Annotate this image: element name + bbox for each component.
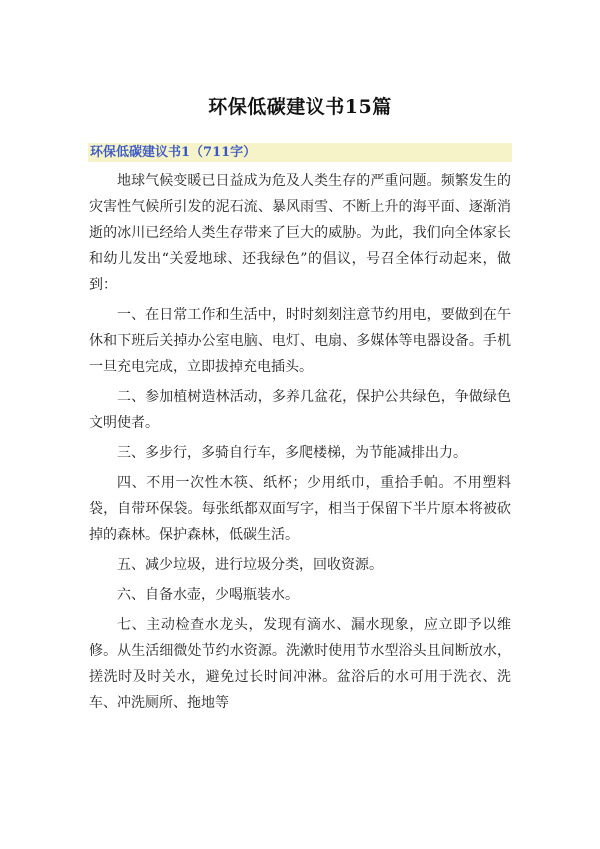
paragraph-item-3: 三、多步行，多骑自行车，多爬楼梯，为节能减排出力。 bbox=[117, 445, 467, 461]
document-body bbox=[89, 168, 511, 720]
section-heading: 环保低碳建议书1（711字） bbox=[88, 143, 512, 162]
paragraph-intro: 地球气候变暖已日益成为危及人类生存的严重问题。频繁发生的灾害性气候所引发的泥石流、暴风雨雪、不断上升的海平面、逐渐消逝的冰川已经给人类生存带来了巨大的威胁。为此，我们向全体家长和幼儿发出“关爱地球、还我绿色”的倡议，号召全体行动起来，做到： bbox=[89, 173, 511, 293]
paragraph-item-1: 一、在日常工作和生活中，时时刻刻注意节约用电，要做到在午休和下班后关掉办公室电脑、电灯、电扇、多媒体等电器设备。手机一旦充电完成，立即拔掉充电插头。 bbox=[89, 307, 511, 375]
paragraph-item-6: 六、自备水壶，少喝瓶装水。 bbox=[117, 587, 299, 603]
paragraph-item-2: 二、参加植树造林活动，多养几盆花，保护公共绿色，争做绿色文明使者。 bbox=[89, 389, 511, 431]
document-title: 环保低碳建议书15篇 bbox=[208, 96, 392, 118]
paragraph-item-4: 四、不用一次性木筷、纸杯；少用纸巾，重拾手帕。不用塑料袋，自带环保袋。每张纸都双面写字，相当于保留下半片原本将被砍掉的森林。保护森林，低碳生活。 bbox=[89, 475, 511, 543]
paragraph-item-5: 五、减少垃圾，进行垃圾分类，回收资源。 bbox=[117, 557, 383, 573]
paragraph-item-7: 七、主动检查水龙头，发现有滴水、漏水现象，应立即予以维修。从生活细微处节约水资源。洗漱时使用节水型浴头且间断放水，搓洗时及时关水，避免过长时间冲淋。盆浴后的水可用于洗衣、洗车、冲洗厕所、拖地等 bbox=[89, 617, 511, 711]
